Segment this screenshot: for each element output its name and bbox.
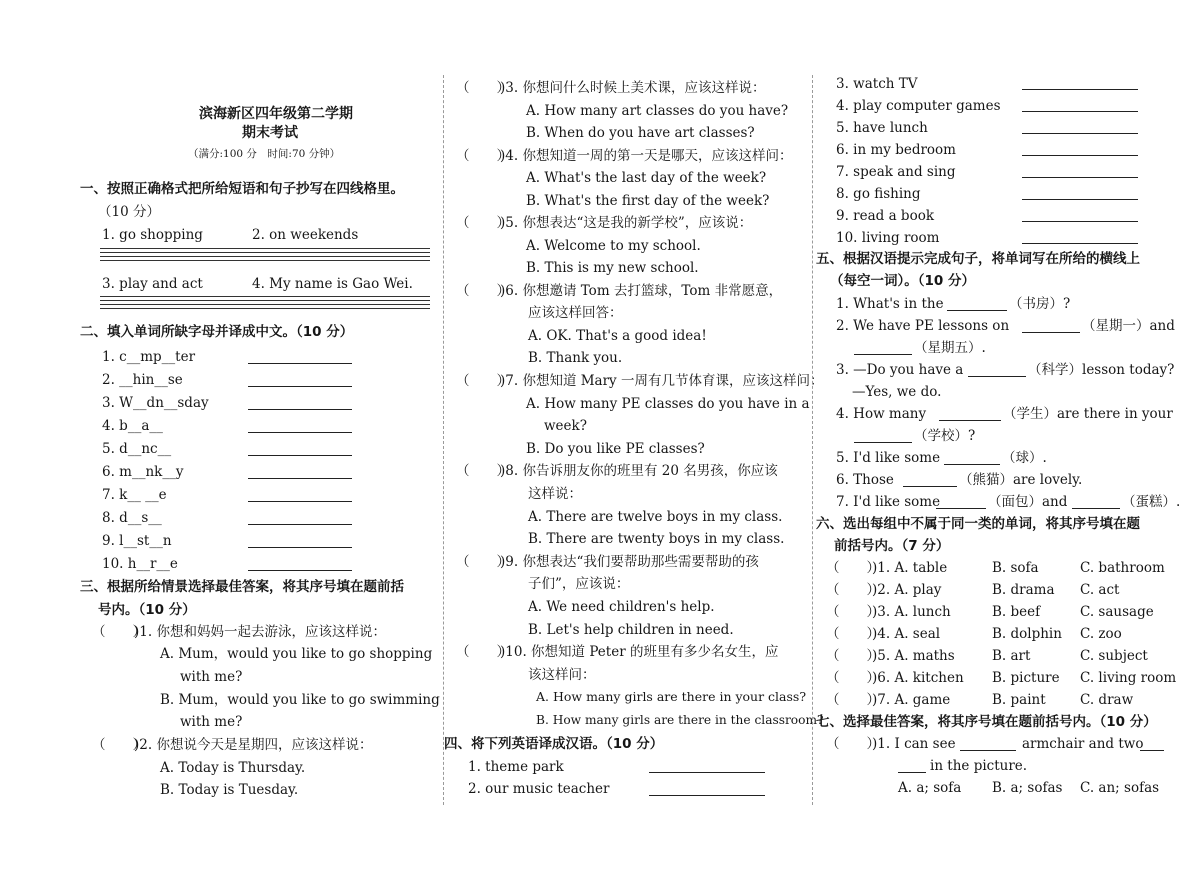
option-b: B. sofa bbox=[992, 560, 1039, 576]
answer-parenthesis[interactable]: （ ） bbox=[456, 215, 510, 231]
four-line-grid-2[interactable] bbox=[100, 296, 430, 312]
answer-parenthesis[interactable]: （ ） bbox=[826, 604, 880, 620]
option-b: B. What's the first day of the week? bbox=[526, 193, 770, 209]
exam-subtitle: 期末考试 bbox=[242, 125, 298, 141]
blank-line[interactable] bbox=[903, 486, 957, 487]
answer-line[interactable] bbox=[248, 363, 352, 364]
hint-text: （星期一）and bbox=[1082, 318, 1175, 334]
answer-parenthesis[interactable]: （ ） bbox=[826, 648, 880, 664]
section-6-heading-cont: 前括号内。（7 分） bbox=[834, 538, 950, 554]
column-2 bbox=[444, 0, 824, 875]
answer-line[interactable] bbox=[1022, 243, 1138, 244]
question-3-5: )5. 你想表达“这是我的新学校”，应该说： bbox=[500, 215, 753, 231]
option-c: C. zoo bbox=[1080, 626, 1122, 642]
word-item: 4. b__a__ bbox=[102, 418, 163, 434]
word-item: 1. c__mp__ter bbox=[102, 349, 196, 365]
question-7-1-cont: in the picture. bbox=[930, 758, 1028, 774]
blank-line[interactable] bbox=[1140, 750, 1164, 751]
question-3-7: )7. 你想知道 Mary 一周有几节体育课，应该这样问： bbox=[500, 373, 824, 389]
option-b: B. drama bbox=[992, 582, 1055, 598]
blank-line[interactable] bbox=[1072, 508, 1120, 509]
word-item: 6. m__nk__y bbox=[102, 464, 184, 480]
answer-line[interactable] bbox=[248, 409, 352, 410]
answer-line[interactable] bbox=[248, 501, 352, 502]
sentence-7: 7. I'd like some bbox=[836, 494, 941, 510]
option-b: B. There are twenty boys in my class. bbox=[528, 531, 785, 547]
option-b: B. Today is Tuesday. bbox=[160, 782, 299, 798]
sentence-1: 1. What's in the bbox=[836, 296, 944, 312]
word-item: 7. k__ __e bbox=[102, 487, 167, 503]
option-c: C. an; sofas bbox=[1080, 780, 1160, 796]
answer-line[interactable] bbox=[1022, 89, 1138, 90]
sentence-5: 5. I'd like some bbox=[836, 450, 941, 466]
four-line-grid-1[interactable] bbox=[100, 248, 430, 264]
translate-item: 10. living room bbox=[836, 230, 940, 246]
answer-line[interactable] bbox=[1022, 199, 1138, 200]
hint-text: （科学）lesson today? bbox=[1028, 362, 1175, 378]
translate-item: 9. read a book bbox=[836, 208, 935, 224]
hint-text: （球）. bbox=[1002, 450, 1047, 466]
blank-line[interactable] bbox=[968, 376, 1026, 377]
answer-line[interactable] bbox=[248, 570, 352, 571]
option-a: A. Today is Thursday. bbox=[160, 760, 306, 776]
option-c: C. sausage bbox=[1080, 604, 1154, 620]
odd-one-out-row bbox=[812, 581, 1192, 599]
answer-line[interactable] bbox=[1022, 111, 1138, 112]
answer-parenthesis[interactable]: （ ） bbox=[456, 373, 510, 389]
blank-line[interactable] bbox=[960, 750, 1016, 751]
exam-title: 滨海新区四年级第二学期 bbox=[199, 106, 353, 122]
section-5-heading-cont: （每空一词）。（10 分） bbox=[830, 273, 975, 289]
option-c: C. subject bbox=[1080, 648, 1148, 664]
word-item: 9. l__st__n bbox=[102, 533, 172, 549]
word-item: 5. d__nc__ bbox=[102, 441, 172, 457]
option-b-cont: with me? bbox=[180, 714, 243, 730]
option-a: )2. A. play bbox=[872, 582, 942, 598]
option-a: A. Mum，would you like to go shopping bbox=[160, 646, 433, 662]
answer-parenthesis[interactable]: （ ） bbox=[456, 283, 510, 299]
translate-item: 3. watch TV bbox=[836, 76, 918, 92]
option-c: C. living room bbox=[1080, 670, 1177, 686]
copy-item-1: 1. go shopping bbox=[102, 227, 203, 243]
question-3-2: )2. 你想说今天是星期四，应该这样说： bbox=[134, 737, 373, 753]
question-3-3: )3. 你想问什么时候上美术课，应该这样说： bbox=[500, 80, 766, 96]
translate-item: 2. our music teacher bbox=[468, 781, 610, 797]
answer-line[interactable] bbox=[248, 478, 352, 479]
section-7-heading: 七、选择最佳答案，将其序号填在题前括号内。（10 分） bbox=[816, 714, 1157, 730]
question-7-1-mid: armchair and two bbox=[1022, 736, 1144, 752]
column-divider bbox=[443, 75, 444, 805]
option-c: C. draw bbox=[1080, 692, 1134, 708]
word-item: 2. __hin__se bbox=[102, 372, 183, 388]
hint-text: （熊猫）are lovely. bbox=[959, 472, 1083, 488]
answer-line[interactable] bbox=[1022, 221, 1138, 222]
question-3-10-cont: 该这样问： bbox=[528, 667, 596, 683]
sentence-3-reply: —Yes, we do. bbox=[852, 384, 942, 400]
answer-line[interactable] bbox=[248, 524, 352, 525]
section-1-points: （10 分） bbox=[98, 204, 160, 220]
option-a-cont: week? bbox=[544, 418, 587, 434]
blank-line[interactable] bbox=[939, 420, 1001, 421]
answer-line[interactable] bbox=[248, 432, 352, 433]
sentence-2: 2. We have PE lessons on bbox=[836, 318, 1010, 334]
odd-one-out-row bbox=[812, 691, 1192, 709]
option-a: )7. A. game bbox=[872, 692, 951, 708]
option-a: )6. A. kitchen bbox=[872, 670, 964, 686]
copy-item-2: 2. on weekends bbox=[252, 227, 359, 243]
sentence-4: 4. How many bbox=[836, 406, 927, 422]
option-a: )4. A. seal bbox=[872, 626, 941, 642]
option-a: A. How many PE classes do you have in a bbox=[526, 396, 810, 412]
question-3-6-cont: 应该这样回答： bbox=[528, 305, 623, 321]
question-3-9-cont: 子们”，应该说： bbox=[528, 576, 630, 592]
option-b: B. Do you like PE classes? bbox=[526, 441, 705, 457]
answer-parenthesis[interactable]: （ ） bbox=[456, 644, 510, 660]
question-3-8-cont: 这样说： bbox=[528, 486, 582, 502]
answer-line[interactable] bbox=[1022, 133, 1138, 134]
odd-one-out-row bbox=[812, 647, 1192, 665]
blank-line[interactable] bbox=[947, 310, 1007, 311]
answer-line[interactable] bbox=[649, 772, 765, 773]
option-b: B. art bbox=[992, 648, 1031, 664]
translate-item: 5. have lunch bbox=[836, 120, 928, 136]
odd-one-out-row bbox=[812, 603, 1192, 621]
option-a: A. a; sofa bbox=[898, 780, 962, 796]
option-a: A. What's the last day of the week? bbox=[526, 170, 767, 186]
question-3-6: )6. 你想邀请 Tom 去打篮球，Tom 非常愿意， bbox=[500, 283, 783, 299]
option-c: C. bathroom bbox=[1080, 560, 1165, 576]
answer-parenthesis[interactable]: （ ） bbox=[826, 692, 880, 708]
hint-text: （学生）are there in your bbox=[1003, 406, 1173, 422]
section-1-heading: 一、按照正确格式把所给短语和句子抄写在四线格里。 bbox=[80, 181, 404, 197]
blank-line[interactable] bbox=[854, 354, 912, 355]
hint-text: （蛋糕）. bbox=[1122, 494, 1181, 510]
hint-text: （面包）and bbox=[988, 494, 1068, 510]
answer-parenthesis[interactable]: （ ） bbox=[92, 737, 146, 753]
option-b: B. picture bbox=[992, 670, 1060, 686]
column-1 bbox=[80, 0, 440, 875]
question-3-10: )10. 你想知道 Peter 的班里有多少名女生，应 bbox=[500, 644, 779, 660]
blank-line[interactable] bbox=[898, 772, 926, 773]
answer-parenthesis[interactable]: （ ） bbox=[92, 624, 146, 640]
option-b: B. How many girls are there in the classroom? bbox=[536, 713, 824, 727]
column-3 bbox=[812, 0, 1192, 875]
section-3-heading: 三、根据所给情景选择最佳答案，将其序号填在题前括 bbox=[80, 579, 404, 595]
answer-line[interactable] bbox=[248, 386, 352, 387]
sentence-6: 6. Those bbox=[836, 472, 894, 488]
blank-line[interactable] bbox=[936, 508, 986, 509]
section-3-heading-cont: 号内。（10 分） bbox=[98, 602, 196, 618]
option-a: A. Welcome to my school. bbox=[526, 238, 701, 254]
hint-text: （星期五）. bbox=[914, 340, 986, 356]
blank-line[interactable] bbox=[944, 464, 1000, 465]
option-b: B. dolphin bbox=[992, 626, 1062, 642]
answer-parenthesis[interactable]: （ ） bbox=[826, 626, 880, 642]
option-a-cont: with me? bbox=[180, 669, 243, 685]
option-a: A. We need children's help. bbox=[528, 599, 715, 615]
answer-parenthesis[interactable]: （ ） bbox=[456, 148, 510, 164]
translate-item: 7. speak and sing bbox=[836, 164, 956, 180]
answer-parenthesis[interactable]: （ ） bbox=[826, 560, 880, 576]
answer-line[interactable] bbox=[1022, 177, 1138, 178]
answer-parenthesis[interactable]: （ ） bbox=[826, 582, 880, 598]
question-3-4: )4. 你想知道一周的第一天是哪天，应该这样问： bbox=[500, 148, 793, 164]
option-b: B. Let's help children in need. bbox=[528, 622, 734, 638]
option-b: B. This is my new school. bbox=[526, 260, 699, 276]
copy-item-3: 3. play and act bbox=[102, 276, 203, 292]
option-b: B. paint bbox=[992, 692, 1046, 708]
answer-line[interactable] bbox=[649, 795, 765, 796]
sentence-3: 3. —Do you have a bbox=[836, 362, 964, 378]
option-a: A. OK. That's a good idea! bbox=[528, 328, 707, 344]
hint-text: （学校）? bbox=[914, 428, 976, 444]
answer-line[interactable] bbox=[1022, 155, 1138, 156]
question-3-9: )9. 你想表达“我们要帮助那些需要帮助的孩 bbox=[500, 554, 759, 570]
option-a: A. There are twelve boys in my class. bbox=[528, 509, 783, 525]
answer-parenthesis[interactable]: （ ） bbox=[826, 736, 880, 752]
translate-item: 6. in my bedroom bbox=[836, 142, 956, 158]
option-b: B. beef bbox=[992, 604, 1041, 620]
answer-parenthesis[interactable]: （ ） bbox=[456, 80, 510, 96]
question-7-1: )1. I can see bbox=[872, 736, 956, 752]
blank-line[interactable] bbox=[1022, 332, 1080, 333]
option-a: )3. A. lunch bbox=[872, 604, 951, 620]
odd-one-out-row bbox=[812, 669, 1192, 687]
option-a: )1. A. table bbox=[872, 560, 948, 576]
word-item: 3. W__dn__sday bbox=[102, 395, 209, 411]
word-item: 10. h__r__e bbox=[102, 556, 178, 572]
section-6-heading: 六、选出每组中不属于同一类的单词，将其序号填在题 bbox=[816, 516, 1140, 532]
question-3-1: )1. 你想和妈妈一起去游泳，应该这样说： bbox=[134, 624, 386, 640]
answer-parenthesis[interactable]: （ ） bbox=[456, 463, 510, 479]
option-b: B. a; sofas bbox=[992, 780, 1063, 796]
option-a: A. How many art classes do you have? bbox=[526, 103, 789, 119]
answer-line[interactable] bbox=[248, 455, 352, 456]
odd-one-out-row bbox=[812, 625, 1192, 643]
option-a: A. How many girls are there in your class? bbox=[536, 689, 807, 704]
option-b: B. Mum，would you like to go swimming bbox=[160, 692, 440, 708]
blank-line[interactable] bbox=[854, 442, 912, 443]
question-3-8: )8. 你告诉朋友你的班里有 20 名男孩，你应该 bbox=[500, 463, 778, 479]
option-b: B. Thank you. bbox=[528, 350, 623, 366]
section-2-heading: 二、填入单词所缺字母并译成中文。（10 分） bbox=[80, 324, 354, 340]
translate-item: 4. play computer games bbox=[836, 98, 1001, 114]
word-item: 8. d__s__ bbox=[102, 510, 162, 526]
section-5-heading: 五、根据汉语提示完成句子，将单词写在所给的横线上 bbox=[816, 251, 1140, 267]
exam-score-time: （满分:100 分 时间:70 分钟） bbox=[188, 148, 341, 160]
option-a: )5. A. maths bbox=[872, 648, 955, 664]
answer-parenthesis[interactable]: （ ） bbox=[456, 554, 510, 570]
option-b: B. When do you have art classes? bbox=[526, 125, 755, 141]
answer-parenthesis[interactable]: （ ） bbox=[826, 670, 880, 686]
hint-text: （书房）? bbox=[1009, 296, 1071, 312]
section-4-heading: 四、将下列英语译成汉语。（10 分） bbox=[444, 736, 664, 752]
translate-item: 1. theme park bbox=[468, 759, 564, 775]
odd-one-out-row bbox=[812, 559, 1192, 577]
translate-item: 8. go fishing bbox=[836, 186, 921, 202]
copy-item-4: 4. My name is Gao Wei. bbox=[252, 276, 413, 292]
option-c: C. act bbox=[1080, 582, 1120, 598]
answer-line[interactable] bbox=[248, 547, 352, 548]
